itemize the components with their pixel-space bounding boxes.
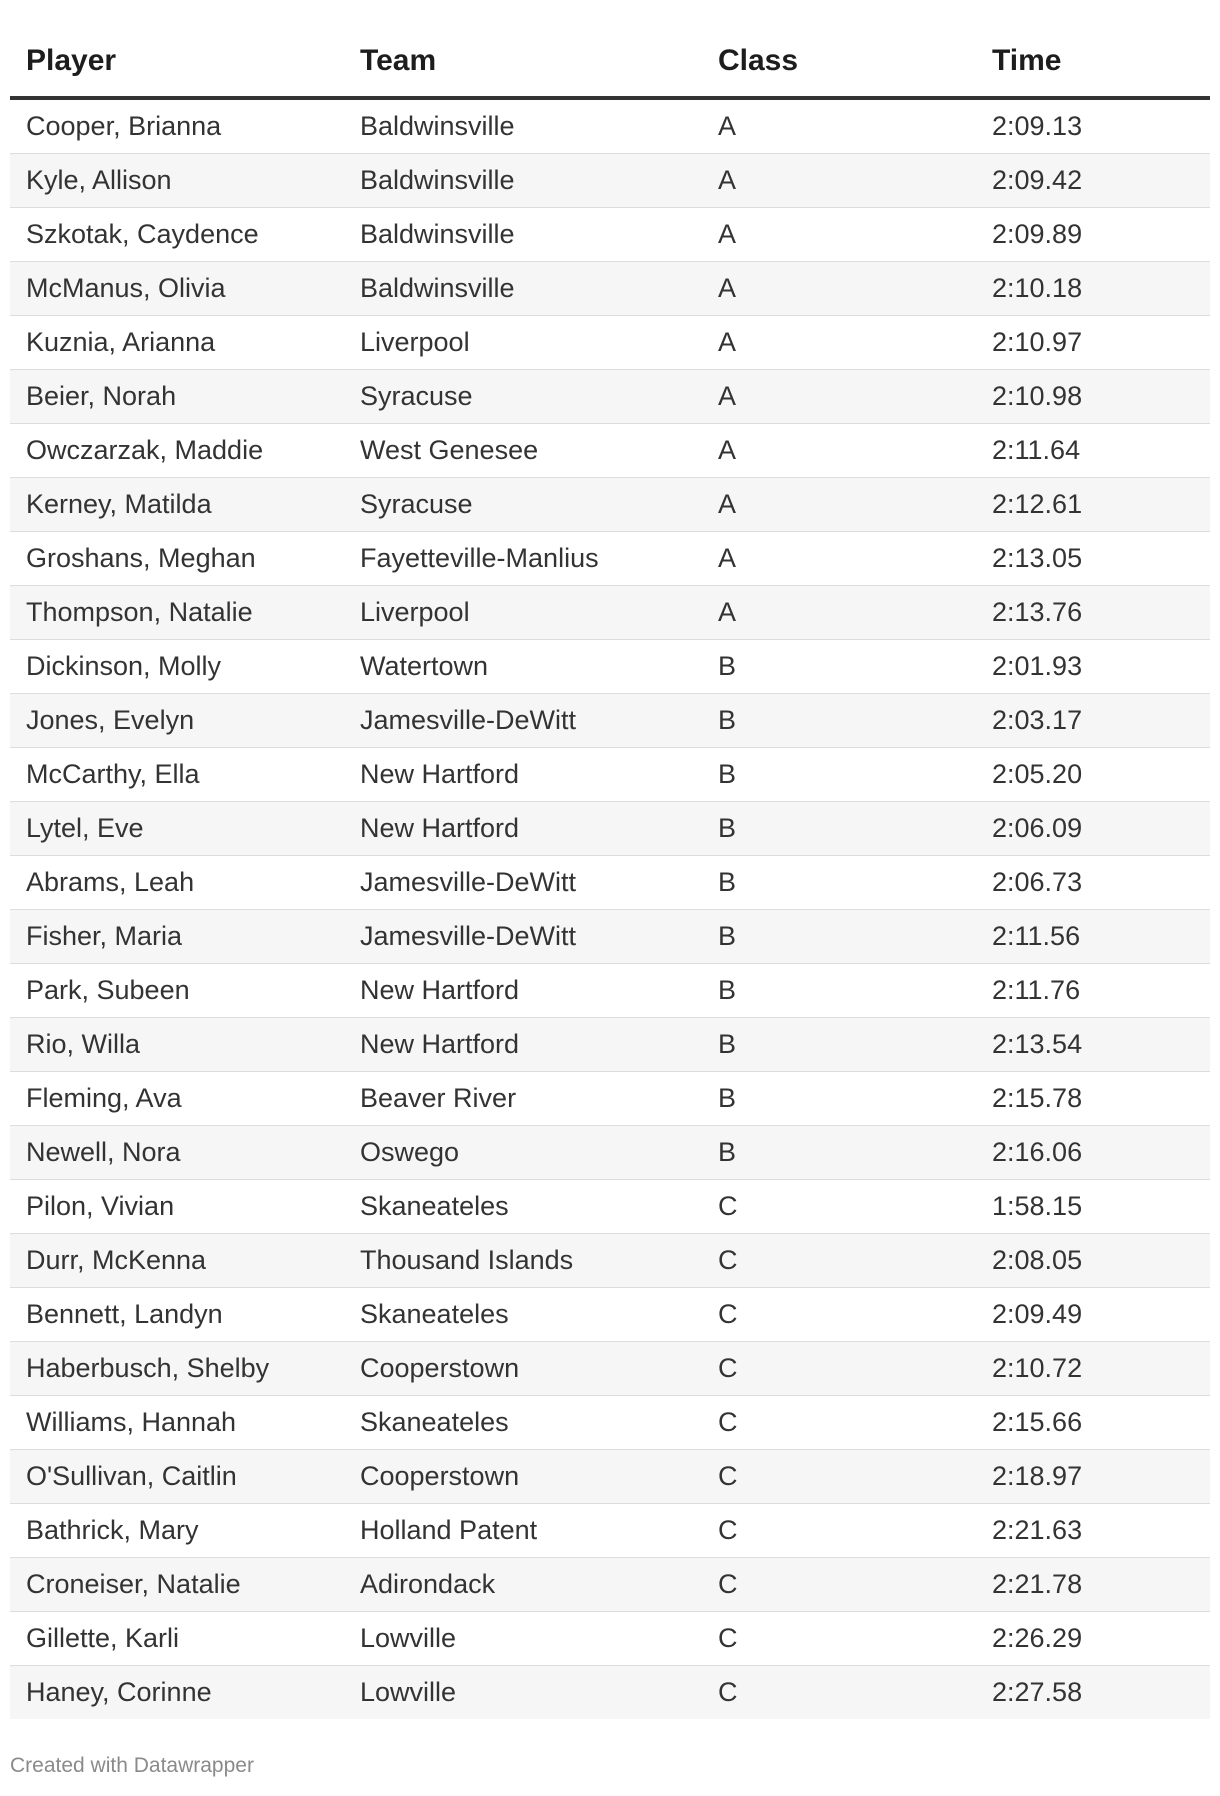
table-row	[10, 802, 1210, 856]
table-row	[10, 856, 1210, 910]
cell-team: Baldwinsville	[344, 98, 702, 154]
cell-time: 2:09.42	[976, 154, 1210, 208]
cell-time: 2:10.98	[976, 370, 1210, 424]
cell-team: New Hartford	[344, 748, 702, 802]
results-table-container	[10, 26, 1210, 1719]
cell-team: New Hartford	[344, 802, 702, 856]
column-header-class[interactable]: Class	[702, 26, 976, 98]
table-body	[10, 98, 1210, 1719]
table-row	[10, 478, 1210, 532]
table-row	[10, 1018, 1210, 1072]
cell-time: 2:21.78	[976, 1558, 1210, 1612]
cell-time: 1:58.15	[976, 1180, 1210, 1234]
table-row	[10, 1396, 1210, 1450]
cell-team: Watertown	[344, 640, 702, 694]
table-row	[10, 1450, 1210, 1504]
cell-time: 2:08.05	[976, 1234, 1210, 1288]
table-row	[10, 532, 1210, 586]
cell-team: Liverpool	[344, 586, 702, 640]
cell-class: A	[702, 478, 976, 532]
cell-class: A	[702, 316, 976, 370]
cell-class: B	[702, 1018, 976, 1072]
cell-time: 2:26.29	[976, 1612, 1210, 1666]
cell-class: C	[702, 1450, 976, 1504]
cell-class: B	[702, 694, 976, 748]
table-row	[10, 1558, 1210, 1612]
cell-team: Skaneateles	[344, 1180, 702, 1234]
cell-team: Fayetteville-Manlius	[344, 532, 702, 586]
cell-player: Bennett, Landyn	[10, 1288, 344, 1342]
cell-class: B	[702, 856, 976, 910]
cell-team: Jamesville-DeWitt	[344, 910, 702, 964]
cell-player: Cooper, Brianna	[10, 98, 344, 154]
cell-team: New Hartford	[344, 964, 702, 1018]
table-row	[10, 1288, 1210, 1342]
cell-team: Holland Patent	[344, 1504, 702, 1558]
cell-player: Kuznia, Arianna	[10, 316, 344, 370]
table-row	[10, 1666, 1210, 1720]
cell-player: Haberbusch, Shelby	[10, 1342, 344, 1396]
table-row	[10, 424, 1210, 478]
cell-player: Jones, Evelyn	[10, 694, 344, 748]
cell-player: Kerney, Matilda	[10, 478, 344, 532]
cell-player: Rio, Willa	[10, 1018, 344, 1072]
table-row	[10, 964, 1210, 1018]
cell-team: Oswego	[344, 1126, 702, 1180]
cell-team: Syracuse	[344, 370, 702, 424]
table-row	[10, 1126, 1210, 1180]
cell-player: O'Sullivan, Caitlin	[10, 1450, 344, 1504]
cell-team: Skaneateles	[344, 1288, 702, 1342]
cell-player: Haney, Corinne	[10, 1666, 344, 1720]
table-row	[10, 640, 1210, 694]
cell-time: 2:13.76	[976, 586, 1210, 640]
cell-team: Syracuse	[344, 478, 702, 532]
table-row	[10, 1234, 1210, 1288]
cell-class: A	[702, 154, 976, 208]
cell-class: A	[702, 98, 976, 154]
table-row	[10, 748, 1210, 802]
cell-class: C	[702, 1666, 976, 1720]
cell-time: 2:13.54	[976, 1018, 1210, 1072]
cell-time: 2:01.93	[976, 640, 1210, 694]
cell-class: B	[702, 640, 976, 694]
cell-player: Kyle, Allison	[10, 154, 344, 208]
cell-class: B	[702, 748, 976, 802]
cell-class: C	[702, 1504, 976, 1558]
cell-time: 2:09.89	[976, 208, 1210, 262]
cell-class: B	[702, 964, 976, 1018]
cell-player: McCarthy, Ella	[10, 748, 344, 802]
table-row	[10, 262, 1210, 316]
cell-time: 2:18.97	[976, 1450, 1210, 1504]
cell-time: 2:09.49	[976, 1288, 1210, 1342]
column-header-time[interactable]: Time	[976, 26, 1210, 98]
cell-team: Thousand Islands	[344, 1234, 702, 1288]
cell-team: Adirondack	[344, 1558, 702, 1612]
table-row	[10, 208, 1210, 262]
cell-time: 2:11.64	[976, 424, 1210, 478]
cell-class: B	[702, 1072, 976, 1126]
cell-team: Liverpool	[344, 316, 702, 370]
cell-time: 2:21.63	[976, 1504, 1210, 1558]
results-table	[10, 26, 1210, 1719]
cell-class: A	[702, 262, 976, 316]
cell-class: A	[702, 424, 976, 478]
cell-player: Park, Subeen	[10, 964, 344, 1018]
cell-player: Croneiser, Natalie	[10, 1558, 344, 1612]
table-row	[10, 370, 1210, 424]
cell-team: Baldwinsville	[344, 208, 702, 262]
cell-player: Fleming, Ava	[10, 1072, 344, 1126]
cell-player: Gillette, Karli	[10, 1612, 344, 1666]
cell-class: A	[702, 208, 976, 262]
cell-class: C	[702, 1396, 976, 1450]
cell-player: Owczarzak, Maddie	[10, 424, 344, 478]
table-row	[10, 1612, 1210, 1666]
cell-team: Cooperstown	[344, 1342, 702, 1396]
table-row	[10, 1180, 1210, 1234]
cell-time: 2:15.66	[976, 1396, 1210, 1450]
cell-time: 2:11.56	[976, 910, 1210, 964]
cell-time: 2:10.18	[976, 262, 1210, 316]
cell-class: C	[702, 1180, 976, 1234]
cell-team: Jamesville-DeWitt	[344, 694, 702, 748]
cell-time: 2:09.13	[976, 98, 1210, 154]
cell-player: Fisher, Maria	[10, 910, 344, 964]
cell-team: Cooperstown	[344, 1450, 702, 1504]
cell-player: Bathrick, Mary	[10, 1504, 344, 1558]
cell-team: Skaneateles	[344, 1396, 702, 1450]
cell-time: 2:11.76	[976, 964, 1210, 1018]
header-row	[10, 26, 1210, 98]
cell-team: Baldwinsville	[344, 262, 702, 316]
cell-time: 2:27.58	[976, 1666, 1210, 1720]
cell-time: 2:13.05	[976, 532, 1210, 586]
cell-player: Groshans, Meghan	[10, 532, 344, 586]
cell-team: Jamesville-DeWitt	[344, 856, 702, 910]
cell-class: C	[702, 1288, 976, 1342]
cell-player: Dickinson, Molly	[10, 640, 344, 694]
table-row	[10, 1342, 1210, 1396]
cell-class: C	[702, 1342, 976, 1396]
cell-team: Baldwinsville	[344, 154, 702, 208]
cell-team: West Genesee	[344, 424, 702, 478]
column-header-team[interactable]: Team	[344, 26, 702, 98]
cell-player: Durr, McKenna	[10, 1234, 344, 1288]
table-row	[10, 1504, 1210, 1558]
datawrapper-credit: Created with Datawrapper	[10, 1754, 254, 1777]
cell-class: C	[702, 1234, 976, 1288]
cell-player: Thompson, Natalie	[10, 586, 344, 640]
cell-player: Beier, Norah	[10, 370, 344, 424]
cell-class: B	[702, 910, 976, 964]
table-row	[10, 586, 1210, 640]
cell-player: Williams, Hannah	[10, 1396, 344, 1450]
table-row	[10, 694, 1210, 748]
cell-class: B	[702, 802, 976, 856]
table-row	[10, 1072, 1210, 1126]
cell-time: 2:16.06	[976, 1126, 1210, 1180]
cell-time: 2:10.97	[976, 316, 1210, 370]
cell-class: A	[702, 586, 976, 640]
cell-player: Pilon, Vivian	[10, 1180, 344, 1234]
table-row	[10, 316, 1210, 370]
cell-class: A	[702, 370, 976, 424]
cell-player: Abrams, Leah	[10, 856, 344, 910]
cell-team: Lowville	[344, 1666, 702, 1720]
table-row	[10, 910, 1210, 964]
cell-class: C	[702, 1612, 976, 1666]
cell-player: Newell, Nora	[10, 1126, 344, 1180]
table-row	[10, 154, 1210, 208]
cell-team: Beaver River	[344, 1072, 702, 1126]
cell-player: Szkotak, Caydence	[10, 208, 344, 262]
cell-time: 2:15.78	[976, 1072, 1210, 1126]
cell-time: 2:06.09	[976, 802, 1210, 856]
cell-time: 2:12.61	[976, 478, 1210, 532]
cell-class: C	[702, 1558, 976, 1612]
cell-time: 2:05.20	[976, 748, 1210, 802]
cell-time: 2:06.73	[976, 856, 1210, 910]
table-header	[10, 26, 1210, 98]
cell-time: 2:03.17	[976, 694, 1210, 748]
cell-time: 2:10.72	[976, 1342, 1210, 1396]
cell-player: Lytel, Eve	[10, 802, 344, 856]
cell-team: Lowville	[344, 1612, 702, 1666]
cell-class: B	[702, 1126, 976, 1180]
cell-player: McManus, Olivia	[10, 262, 344, 316]
cell-class: A	[702, 532, 976, 586]
table-row	[10, 98, 1210, 154]
cell-team: New Hartford	[344, 1018, 702, 1072]
column-header-player[interactable]: Player	[10, 26, 344, 98]
